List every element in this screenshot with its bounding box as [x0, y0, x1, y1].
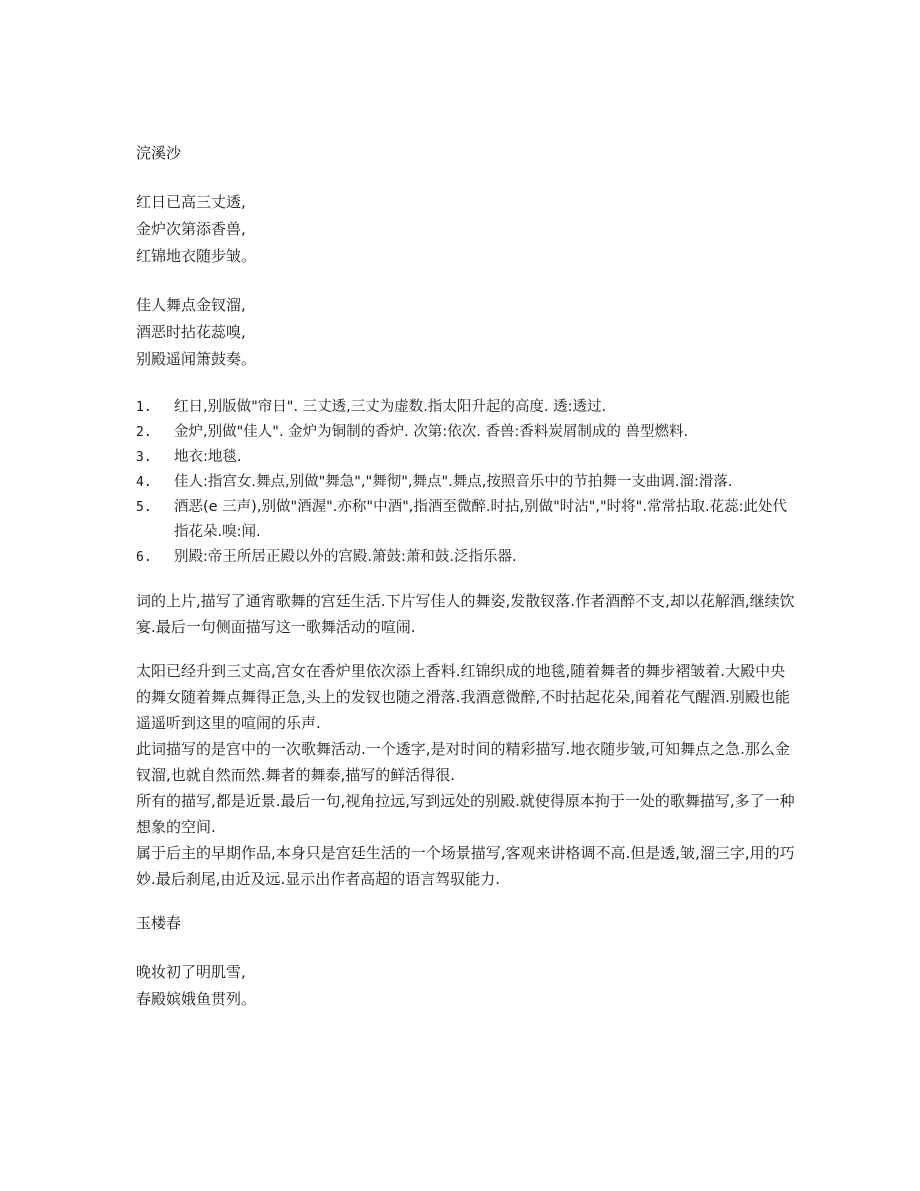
poem2-stanza-1 [136, 959, 796, 1013]
poem-line: 佳人舞点金钗溜, [136, 296, 246, 314]
analysis-paragraph: 此词描写的是宫中的一次歌舞活动.一个透字,是对时间的精彩描写.地衣随步皱,可知舞点之急.那么金钗溜,也就自然而然.舞者的舞泰,描写的鲜活得很. [136, 740, 790, 784]
annotation-number: 4. [136, 475, 152, 490]
document-body [136, 140, 796, 1035]
poem-stanza-2 [136, 292, 796, 373]
annotation-number: 3. [136, 450, 152, 465]
annotation-text: 红日,别版做"帘日". 三丈透,三丈为虚数.指太阳升起的高度. 透:透过. [174, 399, 607, 415]
analysis-paragraph: 所有的描写,都是近景.最后一句,视角拉远,写到远处的别殿.就使得原本拘于一处的歌舞描写,多了一种想象的空间. [136, 792, 795, 836]
annotation-number: 1. [136, 400, 152, 415]
poem-line: 酒恶时拈花蕊嗅, [136, 323, 246, 341]
annotation-text: 地衣:地毯. [174, 449, 242, 465]
poem-title-huanxisha: 浣溪沙 [136, 144, 182, 162]
annotation-item [136, 420, 796, 445]
annotation-text: 佳人:指宫女.舞点,别做"舞急","舞彻",舞点".舞点,按照音乐中的节拍舞一支曲调.溜:滑落. [174, 474, 733, 490]
poem-line: 金炉次第添香兽, [136, 220, 246, 238]
annotation-number: 5. [136, 500, 152, 515]
poem-line: 红锦地衣随步皱。 [136, 247, 257, 265]
analysis-paragraph: 太阳已经升到三丈高,宫女在香炉里依次添上香料.红锦织成的地毯,随着舞者的舞步褶皱着.大殿中央的舞女随着舞点舞得正急,头上的发钗也随之滑落.我酒意微醉,不时拈起花朵,闻着花气醒酒.别殿也能遥遥听到这里的喧闹的乐声. [136, 662, 790, 732]
poem-line: 晚妆初了明肌雪, [136, 963, 246, 981]
analysis-paragraph: 属于后主的早期作品,本身只是宫廷生活的一个场景描写,客观来讲格调不高.但是透,皱,溜三字,用的巧妙.最后刹尾,由近及远.显示出作者高超的语言驾驭能力. [136, 844, 795, 888]
annotation-text: 金炉,别做"佳人". 金炉为铜制的香炉. 次第:依次. 香兽:香料炭屑制成的 兽型燃料. [174, 424, 689, 440]
poem-line: 别殿遥闻箫鼓奏。 [136, 350, 257, 368]
annotation-number: 2. [136, 425, 152, 440]
annotation-item [136, 470, 796, 495]
annotation-number: 6. [136, 550, 152, 565]
analysis-block [136, 658, 796, 892]
annotation-item [136, 495, 796, 545]
annotation-item [136, 545, 796, 570]
annotation-text: 别殿:帝王所居正殿以外的宫殿.箫鼓:萧和鼓.泛指乐器. [174, 549, 517, 565]
poem-line: 红日已高三丈透, [136, 193, 246, 211]
annotation-list [136, 395, 796, 570]
annotation-text: 酒恶(e 三声),别做"酒渥".亦称"中酒",指酒至微醉.时拈,别做"时沾","时将".常常拈取.花蕊:此处代指花朵.嗅:闻. [174, 499, 787, 540]
summary-paragraph: 词的上片,描写了通宵歌舞的宫廷生活.下片写佳人的舞姿,发散钗落.作者酒醉不支,却以花解酒,继续饮宴.最后一句侧面描写这一歌舞活动的喧闹. [136, 592, 795, 636]
poem-title-yulouchun: 玉楼春 [136, 914, 182, 932]
poem-line: 春殿嫔娥鱼贯列。 [136, 990, 257, 1008]
poem-stanza-1 [136, 189, 796, 270]
annotation-item [136, 445, 796, 470]
annotation-item [136, 395, 796, 420]
